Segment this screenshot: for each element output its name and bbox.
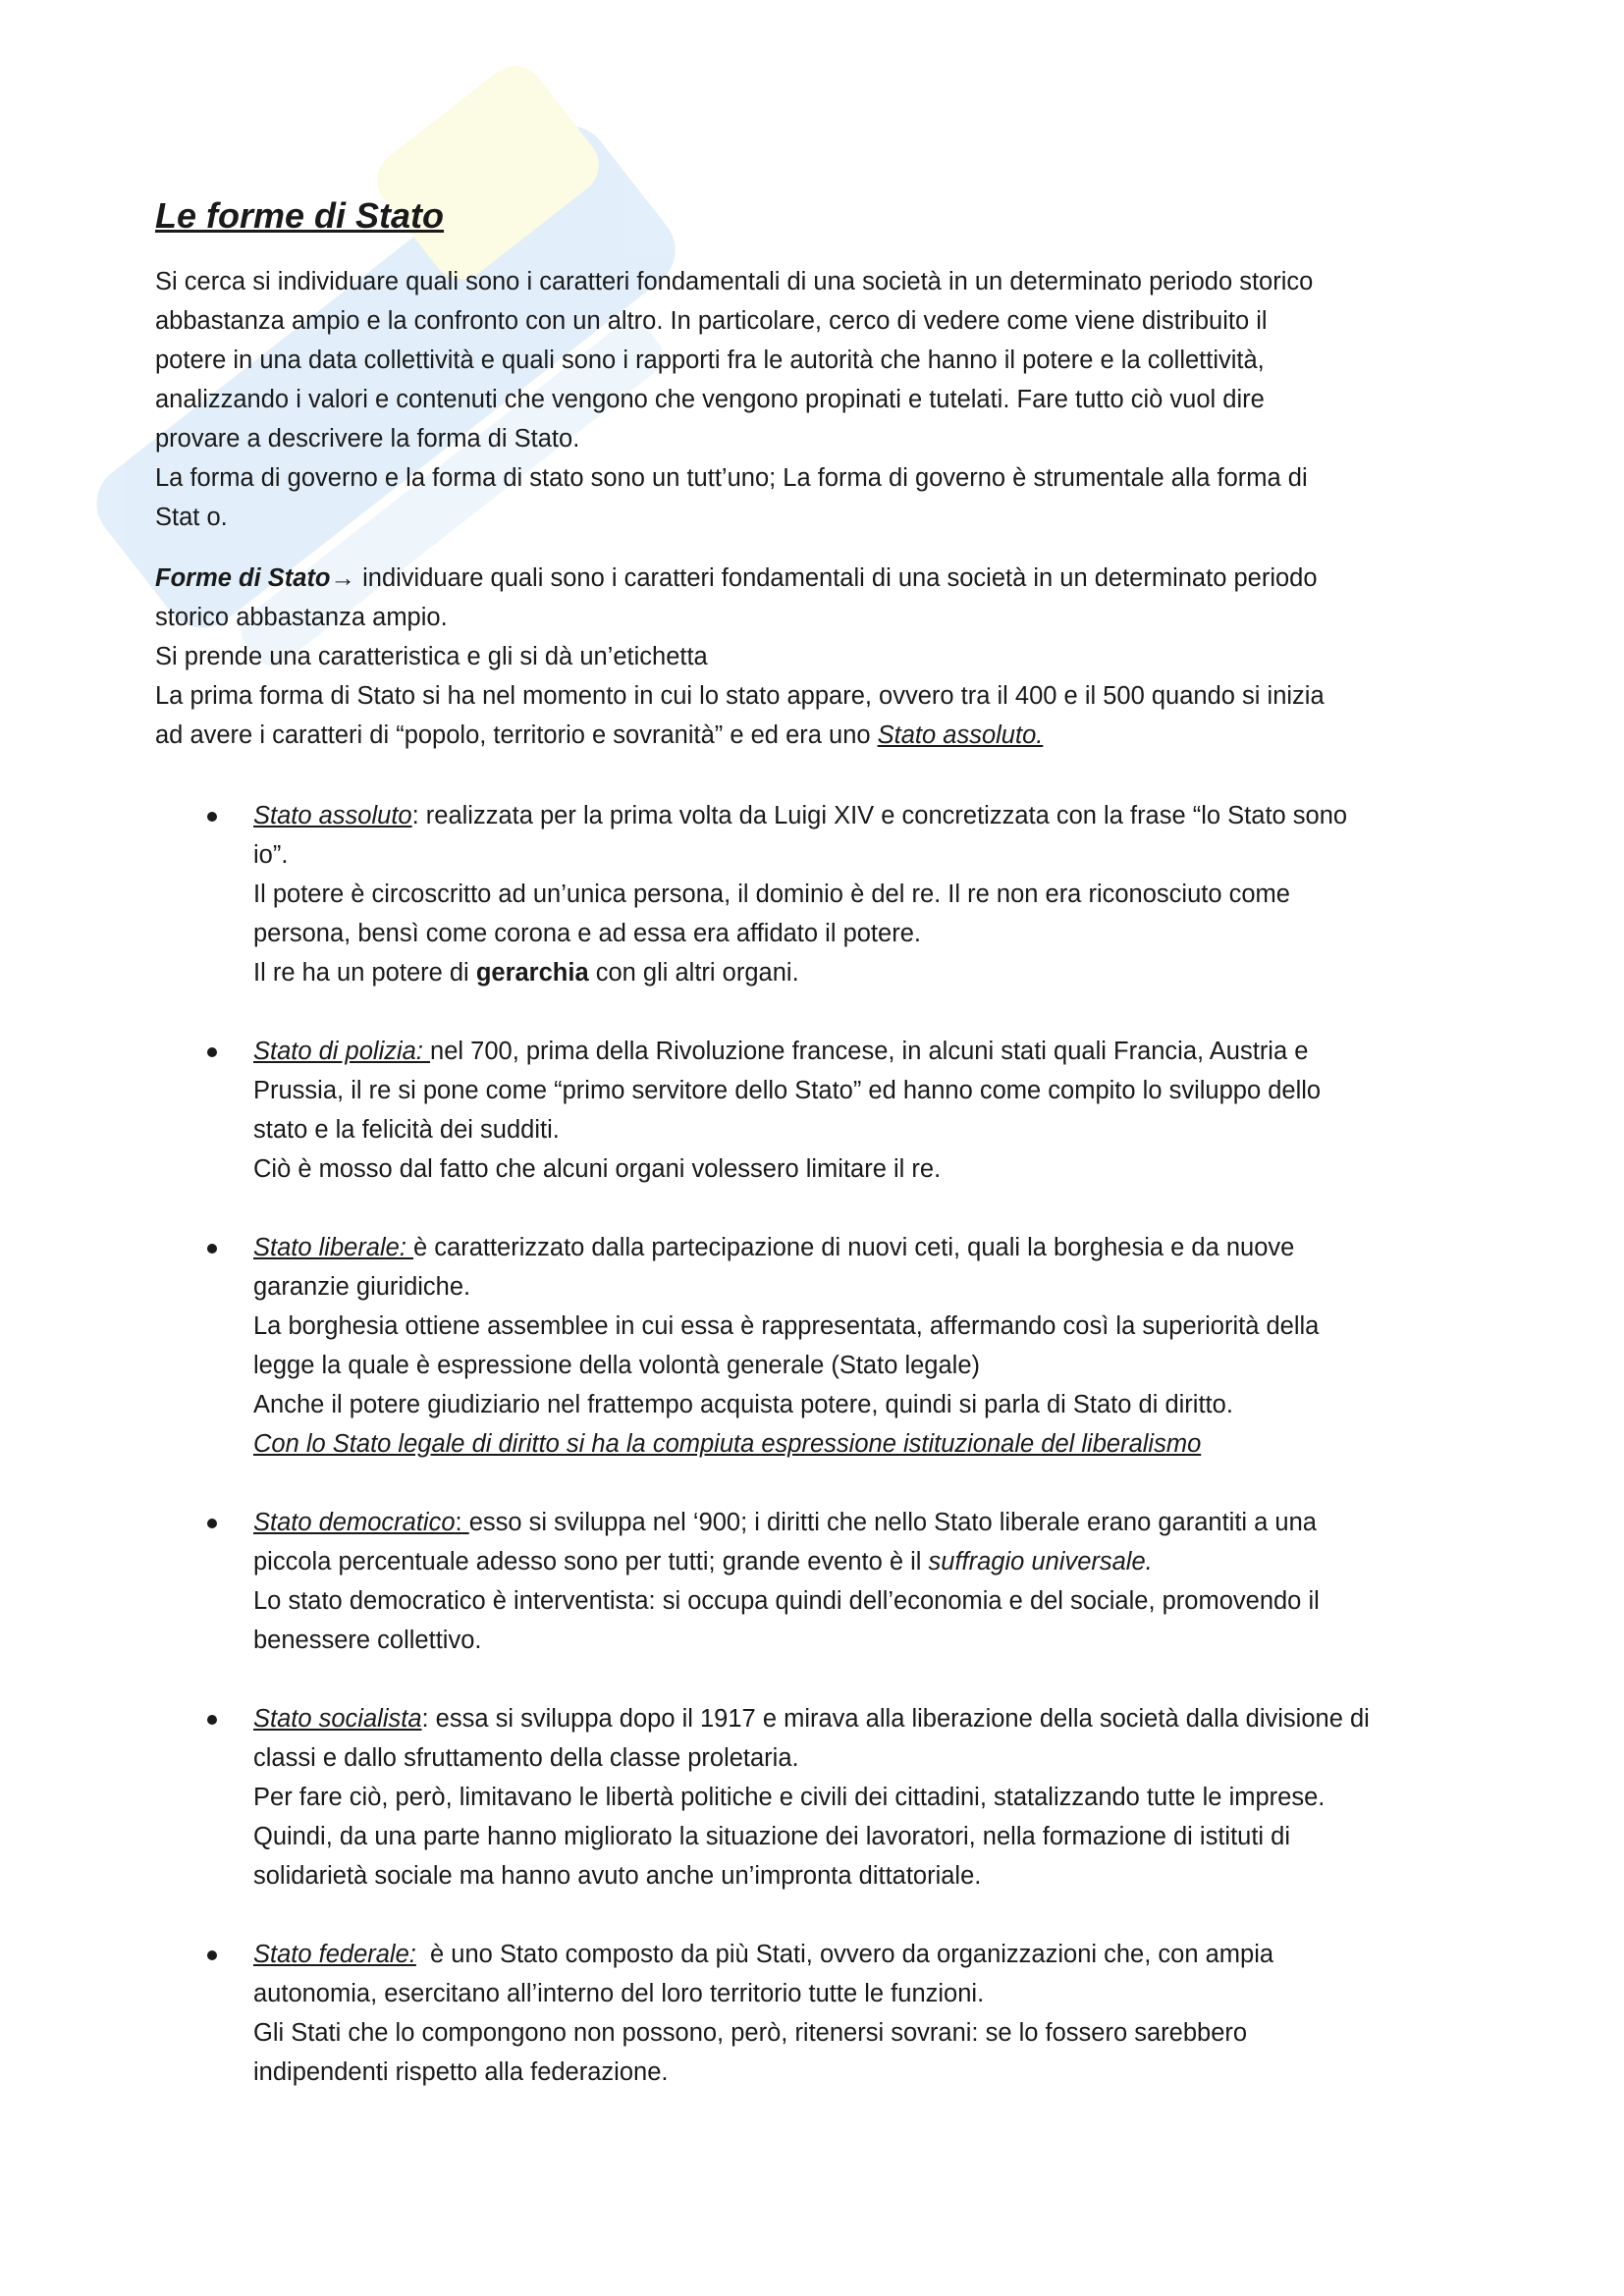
item-line: Quindi, da una parte hanno migliorato la situazione dei lavoratori, nella formazione di istituti di xyxy=(253,1823,1291,1850)
item-line xyxy=(253,1935,1461,1974)
intro-line: La forma di governo e la forma di stato sono un tutt’uno; La forma di governo è strumentale alla forma di xyxy=(155,464,1308,492)
item-line: io”. xyxy=(253,841,289,869)
item-text: : realizzata per la prima volta da Luigi XIV e concretizzata con la frase “lo Stato sono xyxy=(411,802,1348,829)
item-line: Per fare ciò, però, limitavano le libertà politiche e civili dei cittadini, statalizzando tutte le imprese. xyxy=(253,1784,1326,1811)
item-text: con gli altri organi. xyxy=(588,959,799,987)
intro-line: Si cerca si individuare quali sono i caratteri fondamentali di una società in un determinato periodo storico xyxy=(155,268,1314,295)
list-item xyxy=(155,1503,1461,1660)
arrow-icon: → xyxy=(330,564,356,592)
item-line: classi e dallo sfruttamento della classe proletaria. xyxy=(253,1744,799,1772)
list-item xyxy=(155,1032,1461,1189)
bullet-icon xyxy=(207,1047,217,1057)
item-text: è caratterizzato dalla partecipazione di nuovi ceti, quali la borghesia e da nuove xyxy=(413,1234,1295,1261)
item-term: Stato socialista xyxy=(253,1705,422,1733)
intro-paragraph xyxy=(155,262,1461,537)
intro-line: Stat o. xyxy=(155,504,228,531)
item-line xyxy=(253,1032,1461,1071)
definition-line: storico abbastanza ampio. xyxy=(155,604,448,631)
item-line: Il potere è circoscritto ad un’unica persona, il dominio è del re. Il re non era riconosciuto come xyxy=(253,881,1290,908)
item-line: stato e la felicità dei sudditi. xyxy=(253,1116,560,1144)
definition-line xyxy=(155,559,1461,598)
definition-line xyxy=(155,716,1461,755)
item-bold-text: gerarchia xyxy=(475,959,589,987)
bullet-icon xyxy=(207,812,217,822)
bullet-icon xyxy=(207,1715,217,1725)
item-line: La borghesia ottiene assemblee in cui essa è rappresentata, affermando così la superiorità della xyxy=(253,1312,1320,1340)
bullet-icon xyxy=(207,1519,217,1528)
item-term: Stato democratico xyxy=(253,1509,456,1536)
list-item xyxy=(155,1935,1461,2092)
item-line xyxy=(253,1503,1461,1542)
intro-line: provare a descrivere la forma di Stato. xyxy=(155,425,580,453)
item-line: indipendenti rispetto alla federazione. xyxy=(253,2058,669,2086)
item-line xyxy=(253,1228,1461,1267)
definition-text: individuare quali sono i caratteri fondamentali di una società in un determinato periodo xyxy=(355,564,1318,592)
item-line: Ciò è mosso dal fatto che alcuni organi volessero limitare il re. xyxy=(253,1155,942,1183)
stato-assoluto-reference: Stato assoluto. xyxy=(877,721,1044,749)
bullet-icon xyxy=(207,1244,217,1254)
definition-paragraph xyxy=(155,559,1461,755)
definition-term: Forme di Stato xyxy=(155,564,331,592)
item-text: piccola percentuale adesso sono per tutti; grande evento è il xyxy=(253,1548,929,1575)
item-term: Stato di polizia: xyxy=(253,1038,431,1065)
item-line: benessere collettivo. xyxy=(253,1627,482,1654)
intro-line: potere in una data collettività e quali sono i rapporti fra le autorità che hanno il potere e la collettività, xyxy=(155,347,1265,374)
intro-line: analizzando i valori e contenuti che vengono che vengono propinati e tutelati. Fare tutto ciò vuol dire xyxy=(155,386,1265,413)
item-line: legge la quale è espressione della volontà generale (Stato legale) xyxy=(253,1352,981,1379)
item-text: è uno Stato composto da più Stati, ovvero da organizzazioni che, con ampia xyxy=(415,1941,1274,1968)
item-line: Prussia, il re si pone come “primo servitore dello Stato” ed hanno come compito lo sviluppo dello xyxy=(253,1077,1322,1104)
document-page xyxy=(155,191,1461,2131)
definition-line: La prima forma di Stato si ha nel momento in cui lo stato appare, ovvero tra il 400 e il 500 quando si inizia xyxy=(155,682,1325,710)
item-text: Il re ha un potere di xyxy=(253,959,476,987)
item-closing-line: Con lo Stato legale di diritto si ha la compiuta espressione istituzionale del liberalismo xyxy=(253,1430,1202,1458)
item-italic-text: suffragio universale. xyxy=(928,1548,1153,1575)
item-line: Lo stato democratico è interventista: si occupa quindi dell’economia e del sociale, promovendo il xyxy=(253,1587,1320,1615)
list-item xyxy=(155,796,1461,992)
item-line: solidarietà sociale ma hanno avuto anche un’impronta dittatoriale. xyxy=(253,1862,982,1890)
item-line: garanzie giuridiche. xyxy=(253,1273,471,1301)
definition-text: ad avere i caratteri di “popolo, territorio e sovranità” e ed era uno xyxy=(155,721,878,749)
item-term: Stato assoluto xyxy=(253,802,412,829)
item-line xyxy=(253,1699,1461,1738)
item-line xyxy=(253,1542,1461,1581)
definition-line: Si prende una caratteristica e gli si dà un’etichetta xyxy=(155,643,708,670)
item-line: Anche il potere giudiziario nel frattempo acquista potere, quindi si parla di Stato di diritto. xyxy=(253,1391,1233,1418)
item-line xyxy=(253,953,1461,992)
item-term-suffix: : xyxy=(455,1509,469,1536)
item-line: autonomia, esercitano all’interno del loro territorio tutte le funzioni. xyxy=(253,1980,985,2007)
forms-of-state-list xyxy=(155,796,1461,2092)
page-title: Le forme di Stato xyxy=(155,195,445,236)
item-line: persona, bensì come corona e ad essa era affidato il potere. xyxy=(253,920,921,947)
item-line: Gli Stati che lo compongono non possono, però, ritenersi sovrani: se lo fossero sarebbero xyxy=(253,2019,1248,2047)
item-term: Stato federale: xyxy=(253,1941,416,1968)
list-item xyxy=(155,1699,1461,1896)
item-text: esso si sviluppa nel ‘900; i diritti che nello Stato liberale erano garantiti a una xyxy=(468,1509,1317,1536)
list-item xyxy=(155,1228,1461,1464)
item-text: : essa si sviluppa dopo il 1917 e mirava alla liberazione della società dalla divisione di xyxy=(421,1705,1370,1733)
intro-line: abbastanza ampio e la confronto con un altro. In particolare, cerco di vedere come viene distribuito il xyxy=(155,307,1268,335)
item-text: nel 700, prima della Rivoluzione francese, in alcuni stati quali Francia, Austria e xyxy=(430,1038,1309,1065)
bullet-icon xyxy=(207,1950,217,1960)
item-term: Stato liberale: xyxy=(253,1234,414,1261)
item-line xyxy=(253,796,1461,835)
